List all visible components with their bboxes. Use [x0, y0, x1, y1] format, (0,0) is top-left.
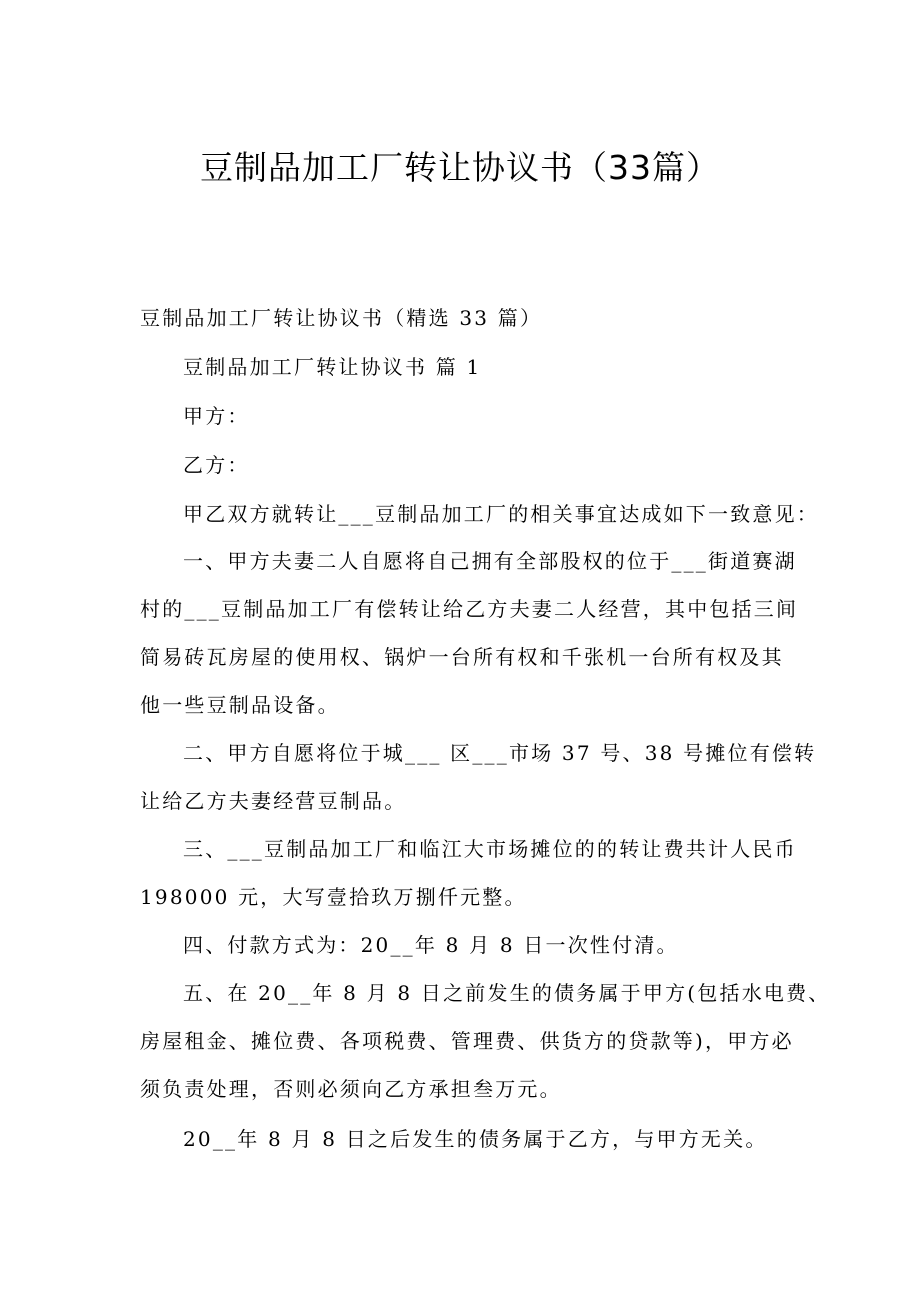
paragraph-line: 房屋租金、摊位费、各项税费、管理费、供货方的贷款等)，甲方必	[140, 1029, 794, 1053]
paragraph-line: 三、___豆制品加工厂和临江大市场摊位的的转让费共计人民币	[183, 837, 797, 861]
paragraph-line: 村的___豆制品加工厂有偿转让给乙方夫妻二人经营，其中包括三间	[140, 597, 799, 621]
party-b-label: 乙方：	[183, 453, 250, 477]
paragraph-line: 四、付款方式为：20__年 8 月 8 日一次性付清。	[183, 933, 679, 957]
party-a-label: 甲方：	[183, 404, 250, 428]
paragraph-line: 198000 元，大写壹拾玖万捌仟元整。	[140, 885, 527, 909]
paragraph-line: 他一些豆制品设备。	[140, 693, 340, 717]
document-title: 豆制品加工厂转让协议书（33篇）	[200, 148, 720, 187]
paragraph-line: 让给乙方夫妻经营豆制品。	[140, 789, 407, 813]
paragraph-line: 一、甲方夫妻二人自愿将自己拥有全部股权的位于___街道赛湖	[183, 549, 797, 573]
document-subtitle: 豆制品加工厂转让协议书（精选 33 篇）	[140, 306, 543, 330]
paragraph-line: 五、在 20__年 8 月 8 日之前发生的债务属于甲方(包括水电费、	[183, 981, 831, 1005]
paragraph-line: 甲乙双方就转让___豆制品加工厂的相关事宜达成如下一致意见：	[183, 502, 819, 526]
paragraph-line: 二、甲方自愿将位于城___ 区___市场 37 号、38 号摊位有偿转	[183, 741, 817, 765]
paragraph-line: 20__年 8 月 8 日之后发生的债务属于乙方，与甲方无关。	[183, 1127, 768, 1151]
paragraph-line: 简易砖瓦房屋的使用权、锅炉一台所有权和千张机一台所有权及其	[140, 645, 784, 669]
paragraph-line: 须负责处理，否则必须向乙方承担叁万元。	[140, 1077, 562, 1101]
section-heading: 豆制品加工厂转让协议书 篇 1	[183, 355, 482, 379]
